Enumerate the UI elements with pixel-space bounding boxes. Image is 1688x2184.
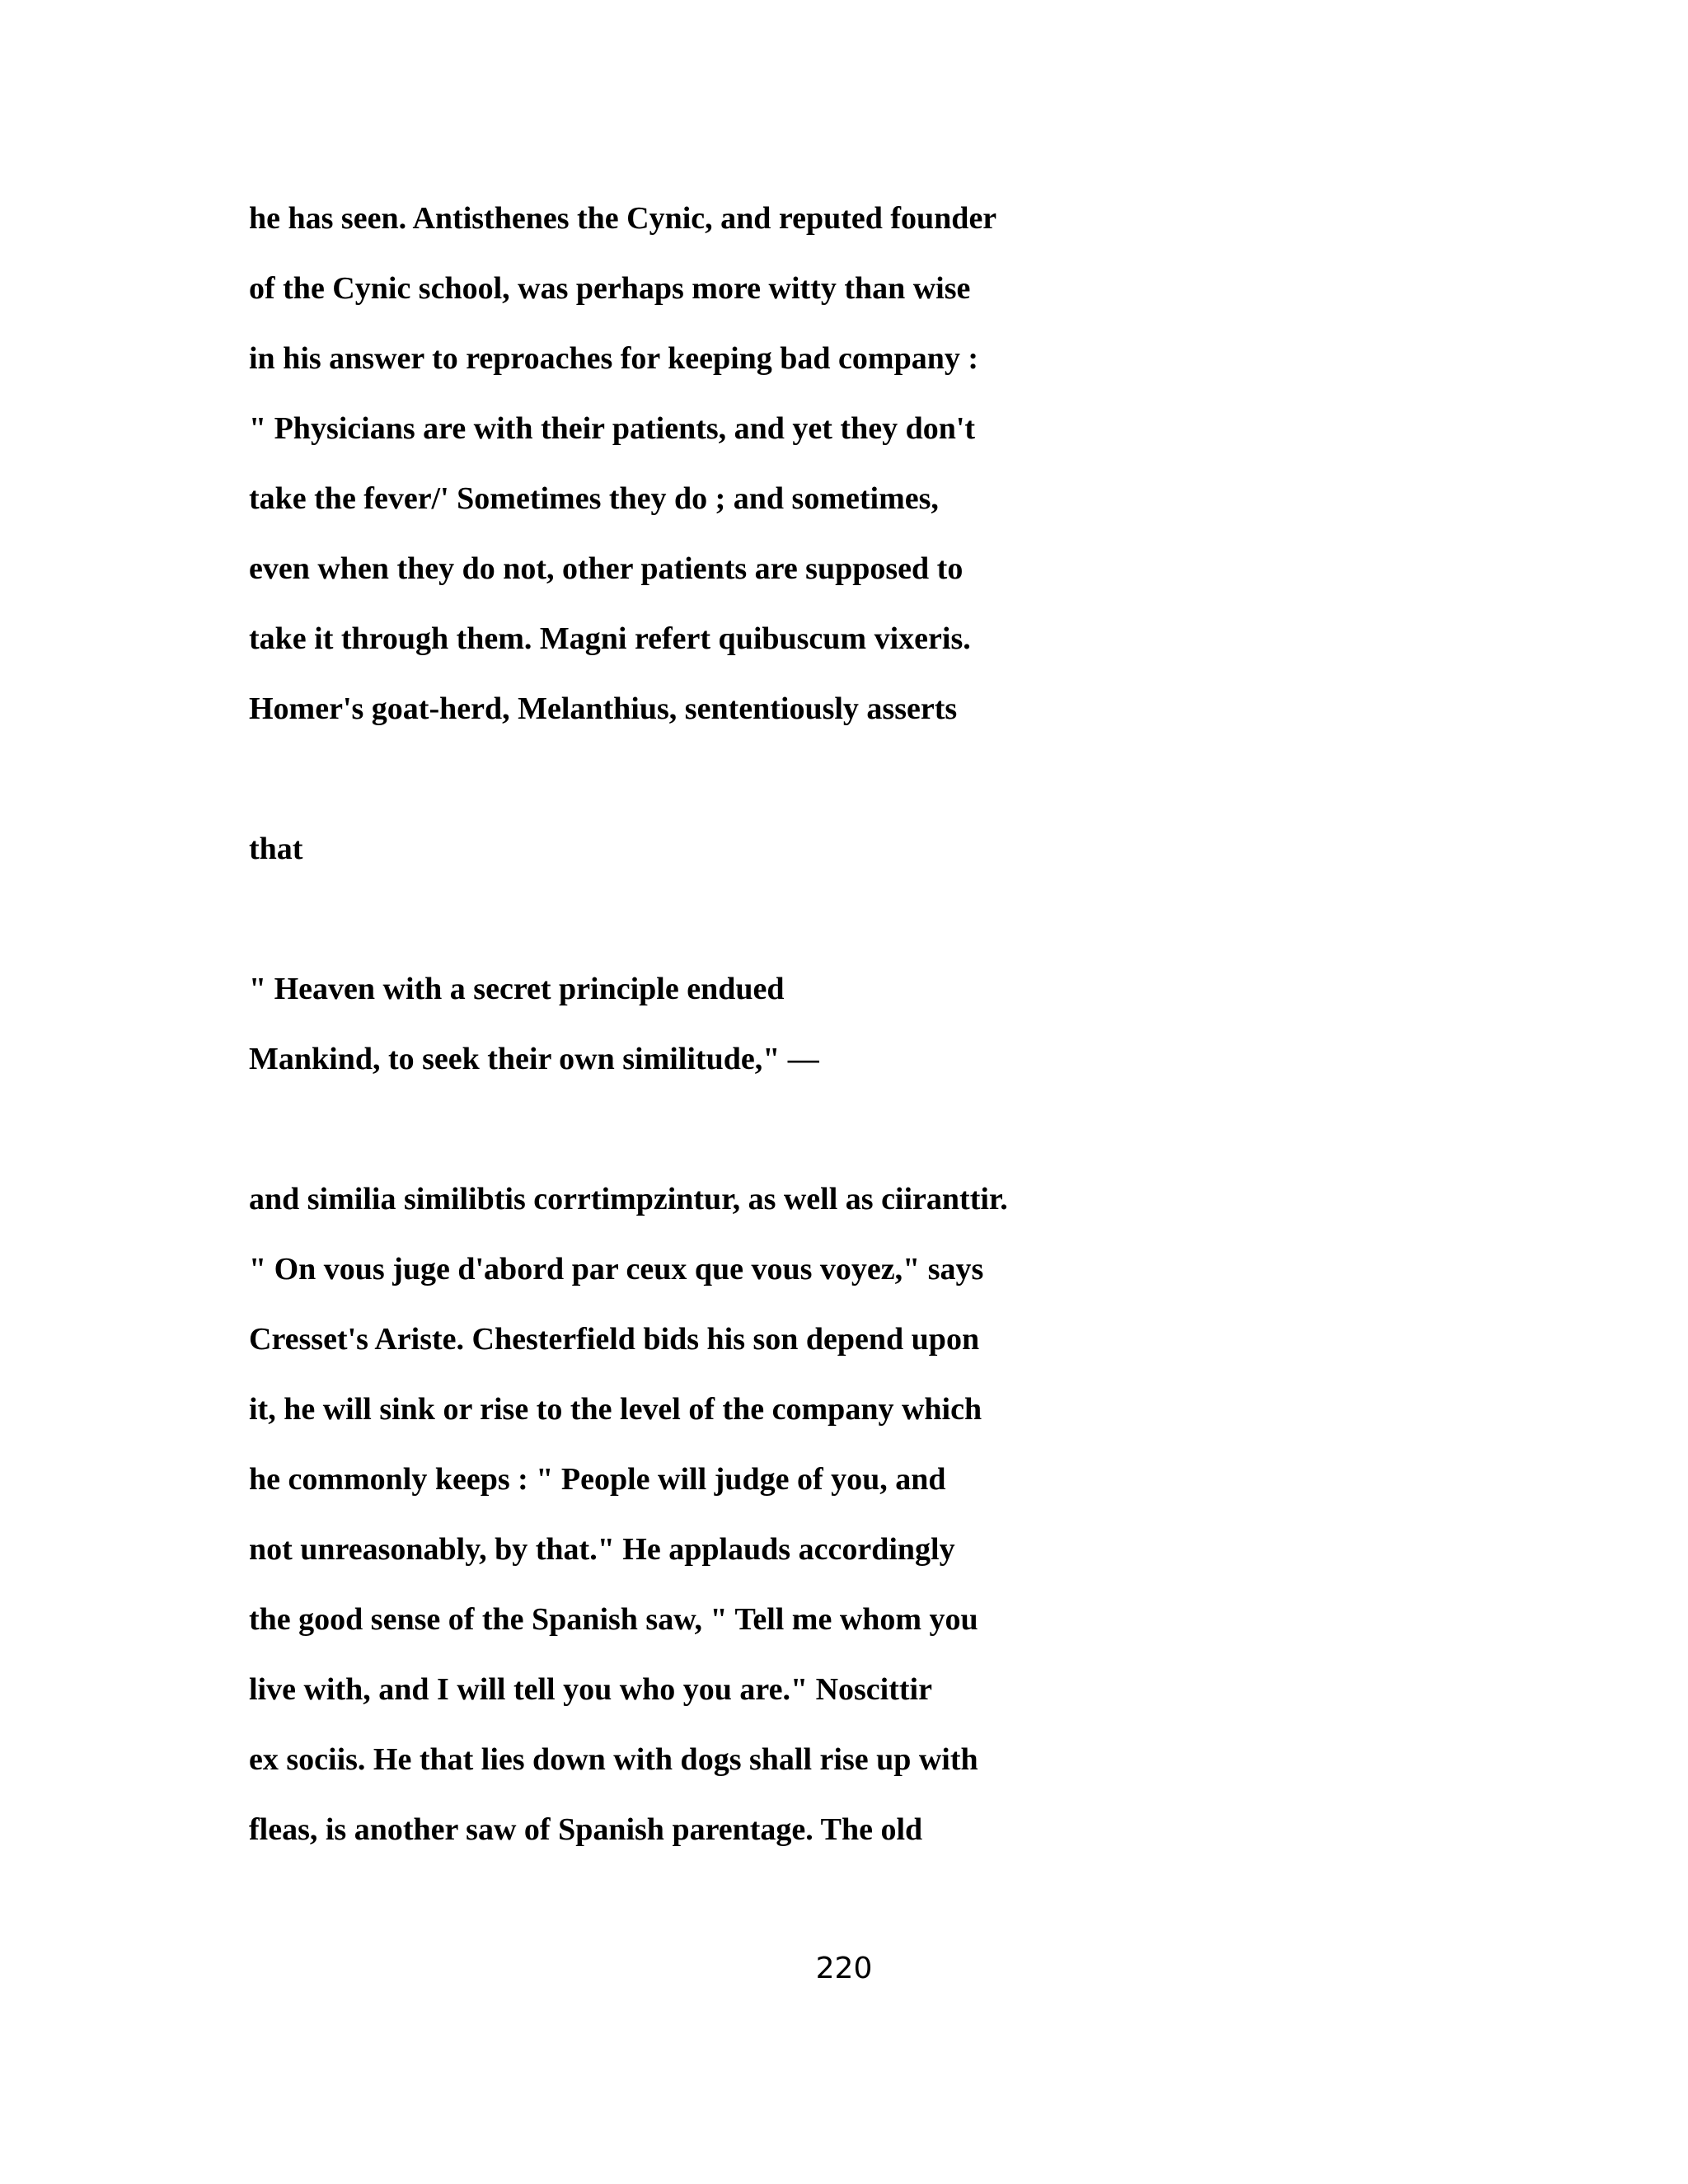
text-line: the good sense of the Spanish saw, " Tell me whom you bbox=[249, 1602, 978, 1637]
text-line: live with, and I will tell you who you are." Noscittir bbox=[249, 1672, 932, 1707]
text-line: take the fever/' Sometimes they do ; and sometimes, bbox=[249, 481, 939, 516]
text-line: Cresset's Ariste. Chesterfield bids his son depend upon bbox=[249, 1322, 980, 1357]
text-line: he has seen. Antisthenes the Cynic, and reputed founder bbox=[249, 201, 997, 236]
text-line: fleas, is another saw of Spanish parentage. The old bbox=[249, 1812, 923, 1847]
text-line: in his answer to reproaches for keeping bad company : bbox=[249, 341, 978, 376]
text-line: not unreasonably, by that." He applauds accordingly bbox=[249, 1532, 955, 1567]
page-number: 220 bbox=[815, 1952, 873, 1985]
text-line: Homer's goat-herd, Melanthius, sententiously asserts bbox=[249, 691, 958, 726]
verse-line: " Heaven with a secret principle endued bbox=[249, 972, 785, 1006]
text-line: and similia similibtis corrtimpzintur, as well as ciiranttir. bbox=[249, 1182, 1008, 1216]
text-line: take it through them. Magni refert quibuscum vixeris. bbox=[249, 621, 971, 656]
text-line: ex sociis. He that lies down with dogs shall rise up with bbox=[249, 1742, 978, 1777]
text-line: he commonly keeps : " People will judge of you, and bbox=[249, 1462, 946, 1497]
text-line: even when they do not, other patients are supposed to bbox=[249, 551, 964, 586]
text-line: it, he will sink or rise to the level of the company which bbox=[249, 1392, 982, 1427]
text-line: of the Cynic school, was perhaps more witty than wise bbox=[249, 271, 971, 306]
text-line: " Physicians are with their patients, and yet they don't bbox=[249, 411, 976, 446]
verse-line: Mankind, to seek their own similitude," — bbox=[249, 1042, 819, 1076]
text-line: that bbox=[249, 832, 303, 866]
text-line: " On vous juge d'abord par ceux que vous voyez," says bbox=[249, 1252, 984, 1286]
